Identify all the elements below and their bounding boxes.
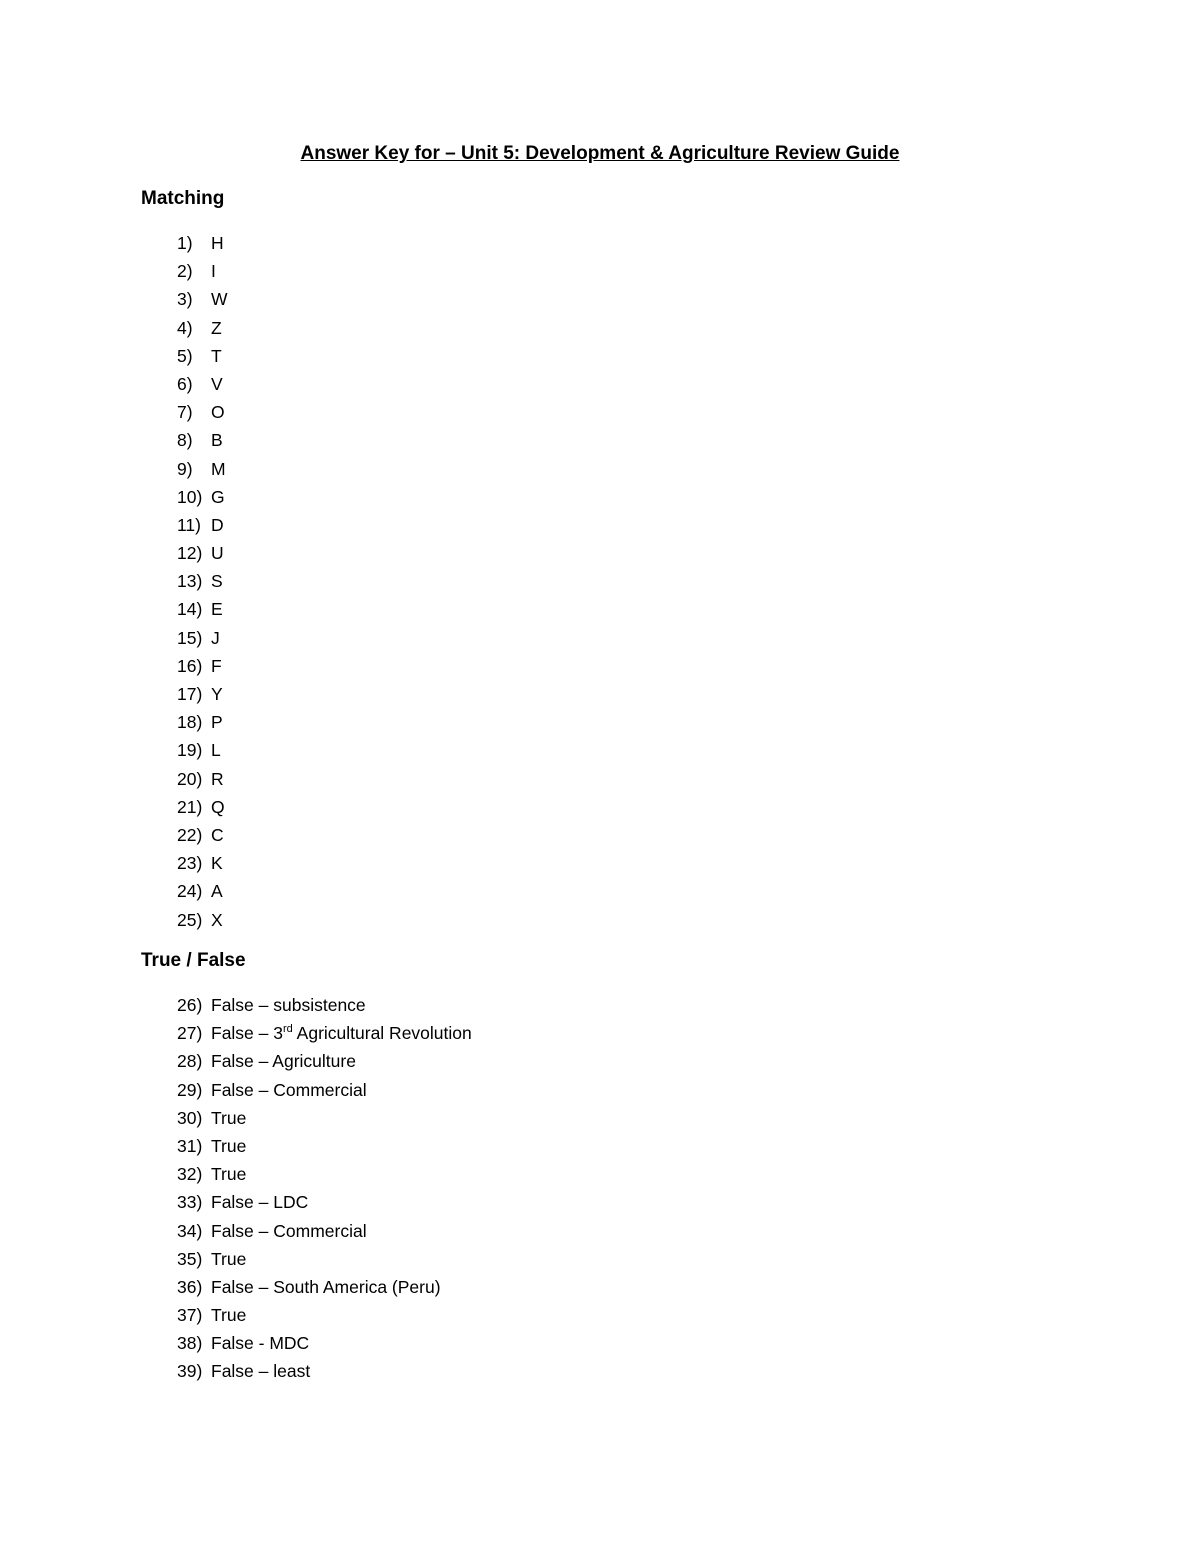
- item-number: 14): [177, 599, 203, 620]
- item-number: 24): [177, 881, 203, 902]
- item-answer-text: G: [211, 486, 225, 507]
- item-number: 3): [177, 289, 193, 310]
- item-answer-text: E: [211, 599, 223, 620]
- item-answer: [211, 511, 224, 539]
- item-answer-text: F: [211, 655, 222, 676]
- item-answer-text: J: [211, 627, 220, 648]
- item-answer-text: W: [211, 289, 228, 310]
- item-answer: [211, 1329, 309, 1357]
- item-answer: [211, 426, 223, 454]
- item-answer-text: True: [211, 1135, 247, 1156]
- item-answer-text: O: [211, 402, 225, 423]
- section-heading-true-false: True / False: [141, 950, 246, 971]
- item-answer-text: False – South America (Peru): [211, 1276, 441, 1297]
- item-number: 21): [177, 796, 203, 817]
- item-answer-superscript: rd: [282, 1023, 293, 1036]
- item-answer-text: C: [211, 824, 224, 845]
- item-number: 31): [177, 1135, 203, 1156]
- item-answer-text: L: [211, 740, 221, 761]
- item-answer: [211, 342, 222, 370]
- item-number: 19): [177, 740, 203, 761]
- item-number: 22): [177, 824, 203, 845]
- item-number: 10): [177, 486, 203, 507]
- item-answer-text: False – Agriculture: [211, 1051, 356, 1072]
- item-answer: [211, 793, 225, 821]
- item-number: 38): [177, 1333, 203, 1354]
- item-answer: [211, 652, 222, 680]
- section-heading-matching: Matching: [141, 188, 225, 209]
- item-answer: [211, 1132, 246, 1160]
- item-number: 15): [177, 627, 203, 648]
- item-number: 9): [177, 458, 193, 479]
- item-answer: [211, 1273, 441, 1301]
- item-number: 20): [177, 768, 203, 789]
- item-number: 18): [177, 712, 203, 733]
- item-answer: [211, 708, 223, 736]
- item-number: 28): [177, 1051, 203, 1072]
- item-number: 27): [177, 1023, 203, 1044]
- item-number: 35): [177, 1248, 203, 1269]
- item-answer: [211, 1019, 472, 1047]
- item-number: 37): [177, 1305, 203, 1326]
- item-answer-text: R: [211, 768, 224, 789]
- item-number: 34): [177, 1220, 203, 1241]
- item-answer: [211, 1076, 367, 1104]
- item-answer-text: B: [211, 430, 223, 451]
- item-answer-text: V: [211, 373, 223, 394]
- item-answer: [211, 877, 223, 905]
- item-answer-text: False - MDC: [211, 1333, 310, 1354]
- item-answer-text: False – subsistence: [211, 995, 366, 1015]
- item-answer-text: K: [211, 853, 223, 874]
- item-answer: [211, 1104, 246, 1132]
- item-answer: [211, 1188, 308, 1216]
- item-answer-text: I: [211, 261, 216, 282]
- item-answer-text: A: [211, 881, 223, 902]
- item-answer-text: U: [211, 543, 224, 564]
- item-answer-text: True: [211, 1107, 247, 1128]
- item-number: 25): [177, 909, 203, 930]
- item-answer-text: Q: [211, 796, 225, 817]
- item-answer-text: True: [211, 1164, 247, 1185]
- item-answer: [211, 1301, 246, 1329]
- item-number: 8): [177, 430, 193, 451]
- item-answer: [211, 736, 221, 764]
- item-answer: [211, 398, 225, 426]
- item-answer-text: True: [211, 1305, 247, 1326]
- item-answer: [211, 285, 228, 313]
- item-answer: [211, 595, 223, 623]
- item-number: 5): [177, 345, 193, 366]
- item-answer-text: P: [211, 712, 223, 733]
- item-number: 29): [177, 1079, 203, 1100]
- item-answer: [211, 680, 223, 708]
- item-number: 23): [177, 853, 203, 874]
- item-answer: [211, 1357, 310, 1385]
- item-number: 17): [177, 684, 203, 704]
- item-number: 4): [177, 317, 193, 338]
- item-answer-text: M: [211, 458, 226, 479]
- item-answer: [211, 483, 225, 511]
- item-answer: [211, 991, 366, 1019]
- item-answer: [211, 257, 216, 285]
- item-answer-text: False – Commercial: [211, 1079, 367, 1100]
- item-answer: [211, 849, 223, 877]
- item-answer: [211, 1160, 246, 1188]
- item-answer: [211, 370, 223, 398]
- item-answer: [211, 906, 223, 934]
- item-number: 32): [177, 1164, 203, 1185]
- item-answer: [211, 1047, 356, 1075]
- item-answer-text: D: [211, 514, 224, 535]
- item-number: 26): [177, 995, 203, 1015]
- item-answer-text-continued: Agricultural Revolution: [292, 1023, 472, 1044]
- item-answer-text: H: [211, 233, 224, 253]
- item-number: 36): [177, 1276, 203, 1297]
- item-number: 2): [177, 261, 193, 282]
- item-answer: [211, 567, 223, 595]
- item-number: 16): [177, 655, 203, 676]
- item-number: 7): [177, 402, 193, 423]
- item-answer-text: S: [211, 571, 223, 592]
- item-answer: [211, 1245, 246, 1273]
- item-answer: [211, 539, 224, 567]
- item-number: 39): [177, 1361, 203, 1382]
- item-answer: [211, 455, 226, 483]
- item-answer: [211, 765, 224, 793]
- item-number: 1): [177, 233, 193, 253]
- item-answer-text: T: [211, 345, 222, 366]
- item-answer-text: True: [211, 1248, 247, 1269]
- item-answer: [211, 314, 222, 342]
- item-number: 11): [177, 514, 201, 535]
- item-number: 13): [177, 571, 203, 592]
- item-answer-text: X: [211, 909, 223, 930]
- item-answer-text: False – least: [211, 1361, 311, 1382]
- item-answer: [211, 821, 224, 849]
- item-answer-text: Z: [211, 317, 222, 338]
- item-answer-text: Y: [211, 684, 223, 704]
- item-number: 6): [177, 373, 193, 394]
- item-number: 30): [177, 1107, 203, 1128]
- item-answer-text: False – 3: [211, 1023, 283, 1044]
- item-number: 12): [177, 543, 203, 564]
- item-number: 33): [177, 1192, 203, 1213]
- item-answer-text: False – Commercial: [211, 1220, 367, 1241]
- page-title: Answer Key for – Unit 5: Development & Agriculture Review Guide: [300, 143, 900, 164]
- item-answer: [211, 229, 224, 257]
- item-answer-text: False – LDC: [211, 1192, 309, 1213]
- item-answer: [211, 624, 220, 652]
- item-answer: [211, 1217, 367, 1245]
